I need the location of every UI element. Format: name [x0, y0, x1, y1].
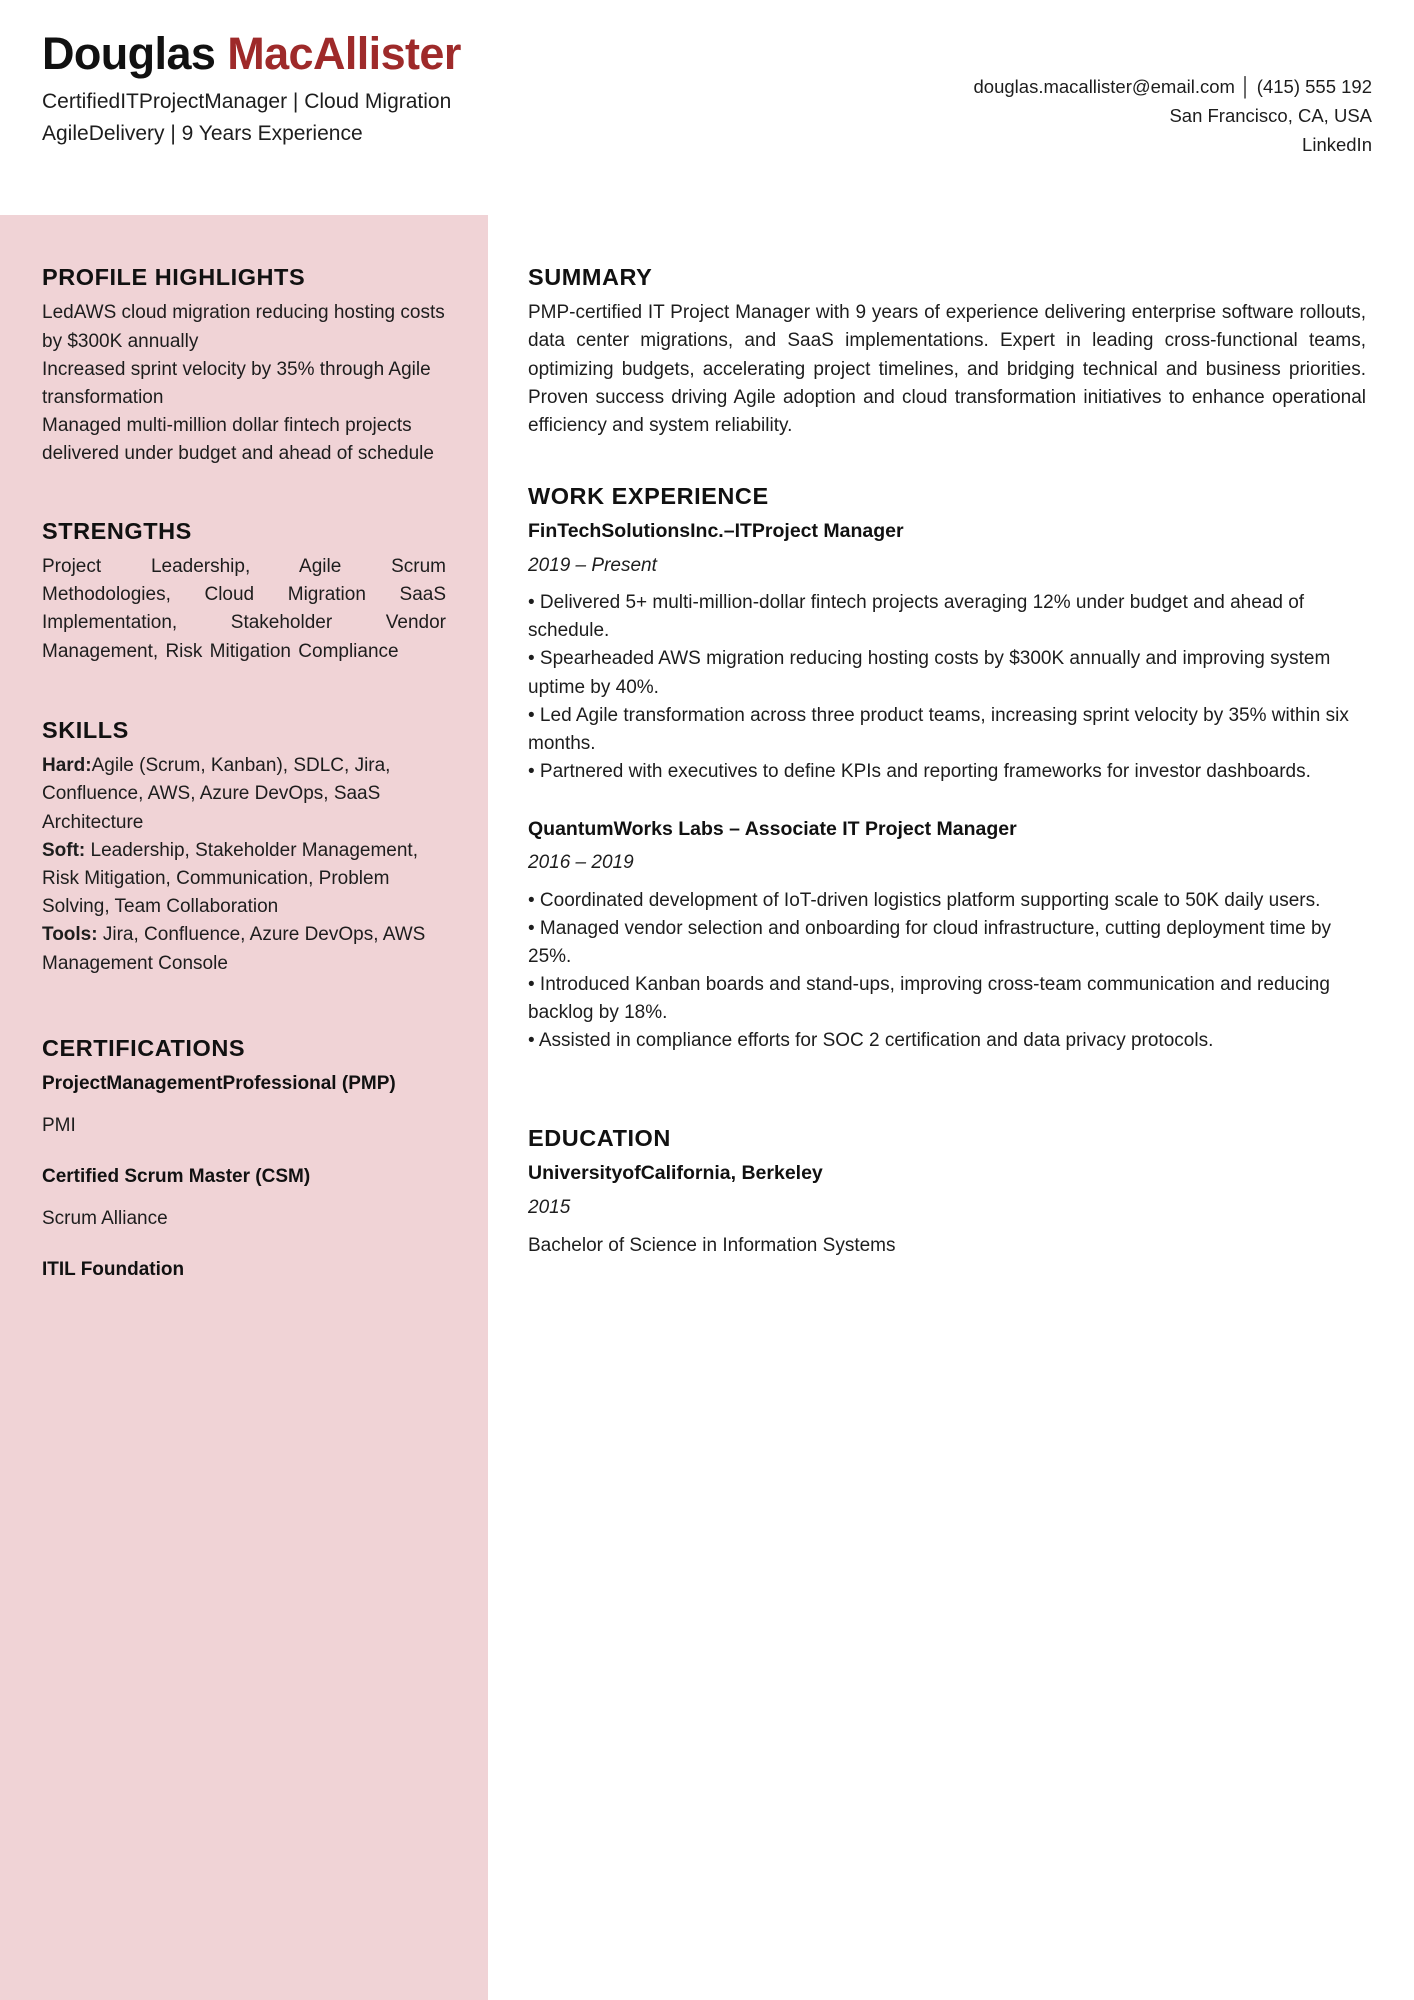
job-bullet: • Led Agile transformation across three product teams, increasing sprint velocity by 35% within six months.: [528, 704, 1349, 754]
job-bullet: • Introduced Kanban boards and stand-ups, improving cross-team communication and reducing backlog by 18%.: [528, 974, 1330, 1024]
skills-group-hard: [42, 752, 446, 837]
skills-group-soft: [42, 837, 446, 922]
skills-label-tools: Tools:: [42, 924, 98, 946]
work-experience-title: WORK EXPERIENCE: [528, 482, 769, 509]
skills-label-hard: Hard:: [42, 755, 92, 777]
skills-value-hard: Agile (Scrum, Kanban), SDLC, Jira, Confluence, AWS, Azure DevOps, SaaS Architecture: [42, 755, 391, 833]
education-school: UniversityofCalifornia, Berkeley: [528, 1161, 823, 1184]
section-work-experience: [528, 482, 1366, 1056]
resume-body: [0, 215, 1414, 2000]
job-date: 2016 – 2019: [528, 852, 634, 874]
work-experience-entry: [528, 816, 1366, 1056]
certification-item: [42, 1163, 446, 1232]
section-education: [528, 1124, 1366, 1260]
work-experience-entry: [528, 518, 1366, 786]
certification-name: ProjectManagementProfessional (PMP): [42, 1073, 396, 1095]
profile-highlights-title: PROFILE HIGHLIGHTS: [42, 264, 306, 290]
job-spacer: [528, 796, 1366, 816]
contact-email-phone[interactable]: douglas.macallister@email.com │ (415) 555 192: [973, 76, 1372, 97]
job-bullets: [528, 589, 1366, 786]
certification-name: ITIL Foundation: [42, 1259, 185, 1281]
contact-block: [974, 30, 1372, 160]
resume-main: [488, 215, 1414, 2000]
candidate-first-name: Douglas: [42, 28, 216, 79]
skills-group-tools: [42, 921, 446, 977]
contact-linkedin[interactable]: LinkedIn: [1302, 134, 1372, 156]
job-bullet: • Assisted in compliance efforts for SOC 2 certification and data privacy protocols.: [528, 1030, 1214, 1052]
job-bullet: • Coordinated development of IoT-driven logistics platform supporting scale to 50K daily users.: [528, 889, 1321, 911]
strengths-text: Project Leadership, Agile Scrum Methodologies, Cloud Migration SaaS Implementation, Stakeholder Vendor Management, Risk Mitigation Compliance: [42, 555, 446, 662]
job-date: 2019 – Present: [528, 554, 657, 576]
education-title: EDUCATION: [528, 1124, 671, 1151]
contact-location: San Francisco, CA, USA: [1169, 105, 1372, 127]
section-skills: [42, 716, 446, 978]
certification-item: [42, 1070, 446, 1139]
profile-highlight-item: Managed multi-million dollar fintech projects delivered under budget and ahead of schedule: [42, 415, 434, 465]
skills-title: SKILLS: [42, 716, 129, 743]
summary-text: PMP-certified IT Project Manager with 9 years of experience delivering enterprise software rollouts, data center migrations, and SaaS implementations. Expert in leading cross-functional teams, optimizing budgets, accelerating project timelines, and bridging technical and business priorities. Proven success driving Agile adoption and cloud transformation initiatives to enhance operational efficiency and system reliability.: [528, 302, 1366, 436]
profile-highlight-item: LedAWS cloud migration reducing hosting costs by $300K annually: [42, 302, 445, 352]
skills-value-tools: Jira, Confluence, Azure DevOps, AWS Management Console: [42, 924, 426, 974]
job-title: QuantumWorks Labs – Associate IT Project Manager: [528, 817, 1017, 840]
job-bullet: • Partnered with executives to define KPIs and reporting frameworks for investor dashboards.: [528, 760, 1311, 782]
header-identity: [42, 30, 602, 150]
certifications-title: CERTIFICATIONS: [42, 1034, 246, 1061]
summary-title: SUMMARY: [528, 264, 653, 290]
resume-sidebar: [0, 215, 488, 2000]
certification-org: Scrum Alliance: [42, 1207, 168, 1229]
candidate-headline: CertifiedITProjectManager | Cloud Migration AgileDelivery | 9 Years Experience: [42, 89, 452, 145]
profile-highlight-item: Increased sprint velocity by 35% through Agile transformation: [42, 358, 431, 408]
job-title: FinTechSolutionsInc.–ITProject Manager: [528, 520, 904, 543]
section-summary: [528, 263, 1366, 440]
certification-item: [42, 1256, 446, 1284]
section-strengths: [42, 517, 446, 666]
strengths-title: STRENGTHS: [42, 517, 192, 544]
skills-label-soft: Soft:: [42, 839, 86, 861]
job-bullet: • Delivered 5+ multi-million-dollar fintech projects averaging 12% under budget and ahead of schedule.: [528, 592, 1305, 642]
job-bullet: • Managed vendor selection and onboarding for cloud infrastructure, cutting deployment time by 25%.: [528, 917, 1332, 968]
candidate-name: [42, 30, 602, 78]
skills-value-soft: Leadership, Stakeholder Management, Risk Mitigation, Communication, Problem Solving, Team Collaboration: [42, 839, 418, 918]
candidate-last-name: MacAllister: [227, 28, 461, 79]
section-certifications: [42, 1034, 446, 1284]
resume-header: [0, 0, 1414, 215]
certification-name: Certified Scrum Master (CSM): [42, 1166, 311, 1188]
section-profile-highlights: [42, 263, 446, 469]
education-year: 2015: [528, 1197, 571, 1219]
certification-org: PMI: [42, 1114, 76, 1136]
job-bullets: [528, 887, 1366, 1056]
job-bullet: • Spearheaded AWS migration reducing hosting costs by $300K annually and improving system uptime by 40%.: [528, 648, 1331, 698]
education-degree: Bachelor of Science in Information Systems: [528, 1234, 896, 1256]
